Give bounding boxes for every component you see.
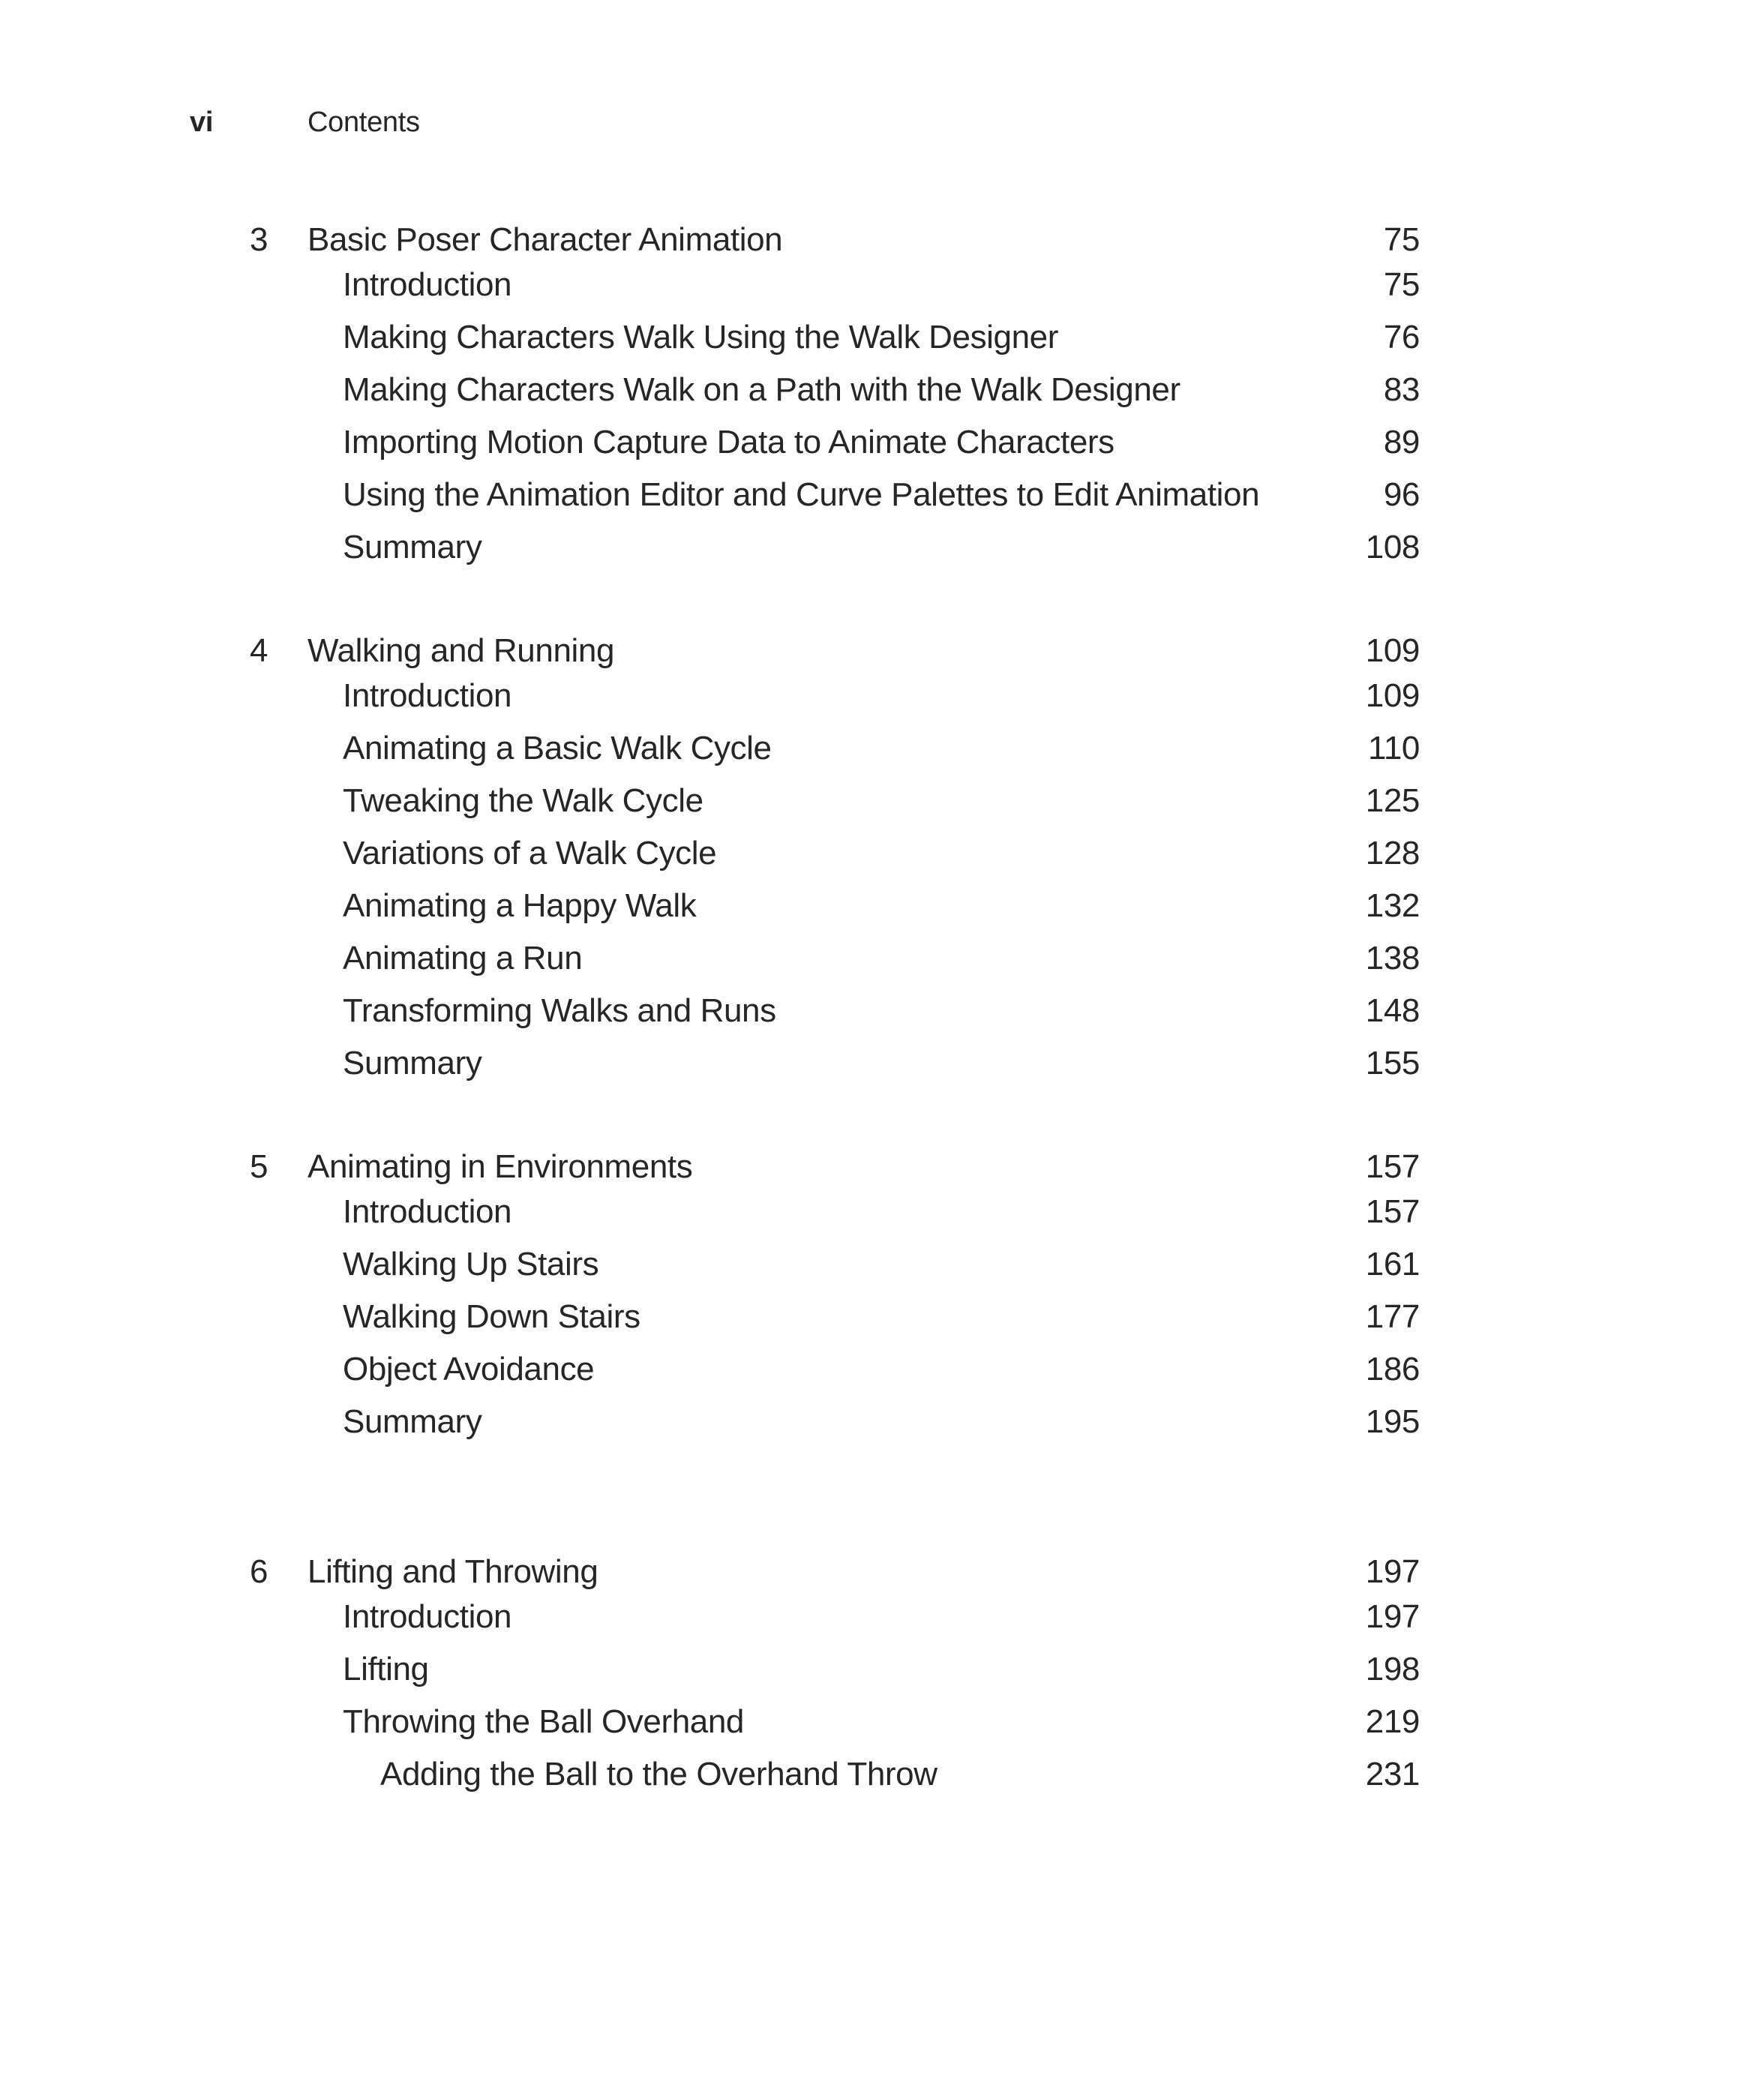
section-row (250, 827, 1420, 880)
chapter-number: 3 (250, 221, 268, 258)
section-page-number: 75 (1383, 266, 1420, 303)
section-page-number: 161 (1365, 1246, 1420, 1282)
chapter-number: 5 (250, 1148, 268, 1185)
section-row (250, 469, 1420, 521)
section-title: Variations of a Walk Cycle (343, 835, 717, 872)
chapter-title: Lifting and Throwing (308, 1553, 598, 1590)
section-page-number: 110 (1368, 730, 1420, 766)
section-row (250, 1291, 1420, 1343)
section-title: Introduction (343, 677, 512, 714)
chapter-block (250, 1141, 1420, 1448)
chapter-number: 6 (250, 1553, 268, 1590)
toc (250, 214, 1420, 1801)
section-row (250, 1696, 1420, 1748)
section-row (250, 880, 1420, 932)
section-page-number: 195 (1365, 1403, 1420, 1440)
section-page-number: 177 (1365, 1298, 1420, 1335)
chapter-title: Walking and Running (308, 632, 615, 669)
chapter-sections (250, 1591, 1420, 1801)
chapter-block (250, 214, 1420, 574)
section-row (250, 1186, 1420, 1238)
section-title: Animating a Happy Walk (343, 887, 697, 924)
section-title: Importing Motion Capture Data to Animate Characters (343, 424, 1114, 460)
section-title: Summary (343, 1045, 482, 1082)
chapter-title: Animating in Environments (308, 1148, 693, 1185)
section-title: Tweaking the Walk Cycle (343, 782, 704, 819)
section-row (250, 259, 1420, 311)
section-page-number: 132 (1365, 887, 1420, 924)
section-page-number: 155 (1365, 1045, 1420, 1082)
section-page-number: 96 (1383, 476, 1420, 513)
section-title: Lifting (343, 1651, 429, 1688)
chapter-page-number: 75 (1383, 221, 1420, 258)
section-page-number: 186 (1365, 1351, 1420, 1388)
section-row (250, 1037, 1420, 1090)
section-row (250, 1748, 1420, 1801)
section-page-number: 148 (1365, 992, 1420, 1029)
section-title: Introduction (343, 1193, 512, 1230)
section-page-number: 219 (1365, 1703, 1420, 1740)
section-row (250, 1343, 1420, 1396)
section-page-number: 198 (1365, 1651, 1420, 1688)
section-page-number: 76 (1383, 319, 1420, 356)
chapter-block (250, 625, 1420, 1090)
chapter-page-number: 157 (1365, 1148, 1420, 1185)
section-title: Making Characters Walk on a Path with the Walk Designer (343, 371, 1180, 408)
running-header (190, 104, 420, 141)
section-title: Introduction (343, 1598, 512, 1635)
section-page-number: 197 (1365, 1598, 1420, 1635)
section-page-number: 157 (1365, 1193, 1420, 1230)
section-title: Walking Up Stairs (343, 1246, 599, 1282)
section-title: Using the Animation Editor and Curve Palettes to Edit Animation (343, 476, 1260, 513)
section-title: Throwing the Ball Overhand (343, 1703, 745, 1740)
section-page-number: 128 (1365, 835, 1420, 872)
chapter-title: Basic Poser Character Animation (308, 221, 783, 258)
section-row (250, 1591, 1420, 1643)
section-page-number: 138 (1365, 940, 1420, 976)
section-row (250, 1396, 1420, 1448)
section-row (250, 775, 1420, 827)
section-row (250, 521, 1420, 574)
chapter-page-number: 197 (1365, 1553, 1420, 1590)
section-title: Introduction (343, 266, 512, 303)
section-title: Summary (343, 529, 482, 566)
section-page-number: 89 (1383, 424, 1420, 460)
section-title: Transforming Walks and Runs (343, 992, 776, 1029)
section-title: Object Avoidance (343, 1351, 595, 1388)
section-row (250, 722, 1420, 775)
section-title: Adding the Ball to the Overhand Throw (380, 1756, 938, 1792)
section-title: Summary (343, 1403, 482, 1440)
section-row (250, 311, 1420, 364)
section-row (250, 670, 1420, 722)
section-page-number: 109 (1365, 677, 1420, 714)
section-row (250, 416, 1420, 469)
chapter-number: 4 (250, 632, 268, 669)
section-page-number: 125 (1365, 782, 1420, 819)
chapter-block (250, 1546, 1420, 1801)
section-title: Animating a Basic Walk Cycle (343, 730, 772, 766)
page-folio: vi (190, 106, 214, 138)
section-row (250, 1643, 1420, 1696)
section-page-number: 83 (1383, 371, 1420, 408)
chapter-sections (250, 259, 1420, 574)
section-title: Walking Down Stairs (343, 1298, 640, 1335)
chapter-sections (250, 670, 1420, 1090)
chapter-sections (250, 1186, 1420, 1448)
section-row (250, 364, 1420, 416)
section-row (250, 985, 1420, 1037)
section-row (250, 932, 1420, 985)
section-page-number: 231 (1365, 1756, 1420, 1792)
chapter-page-number: 109 (1365, 632, 1420, 669)
header-title: Contents (308, 106, 420, 138)
section-title: Making Characters Walk Using the Walk Designer (343, 319, 1059, 356)
section-row (250, 1238, 1420, 1291)
section-title: Animating a Run (343, 940, 583, 976)
section-page-number: 108 (1365, 529, 1420, 566)
